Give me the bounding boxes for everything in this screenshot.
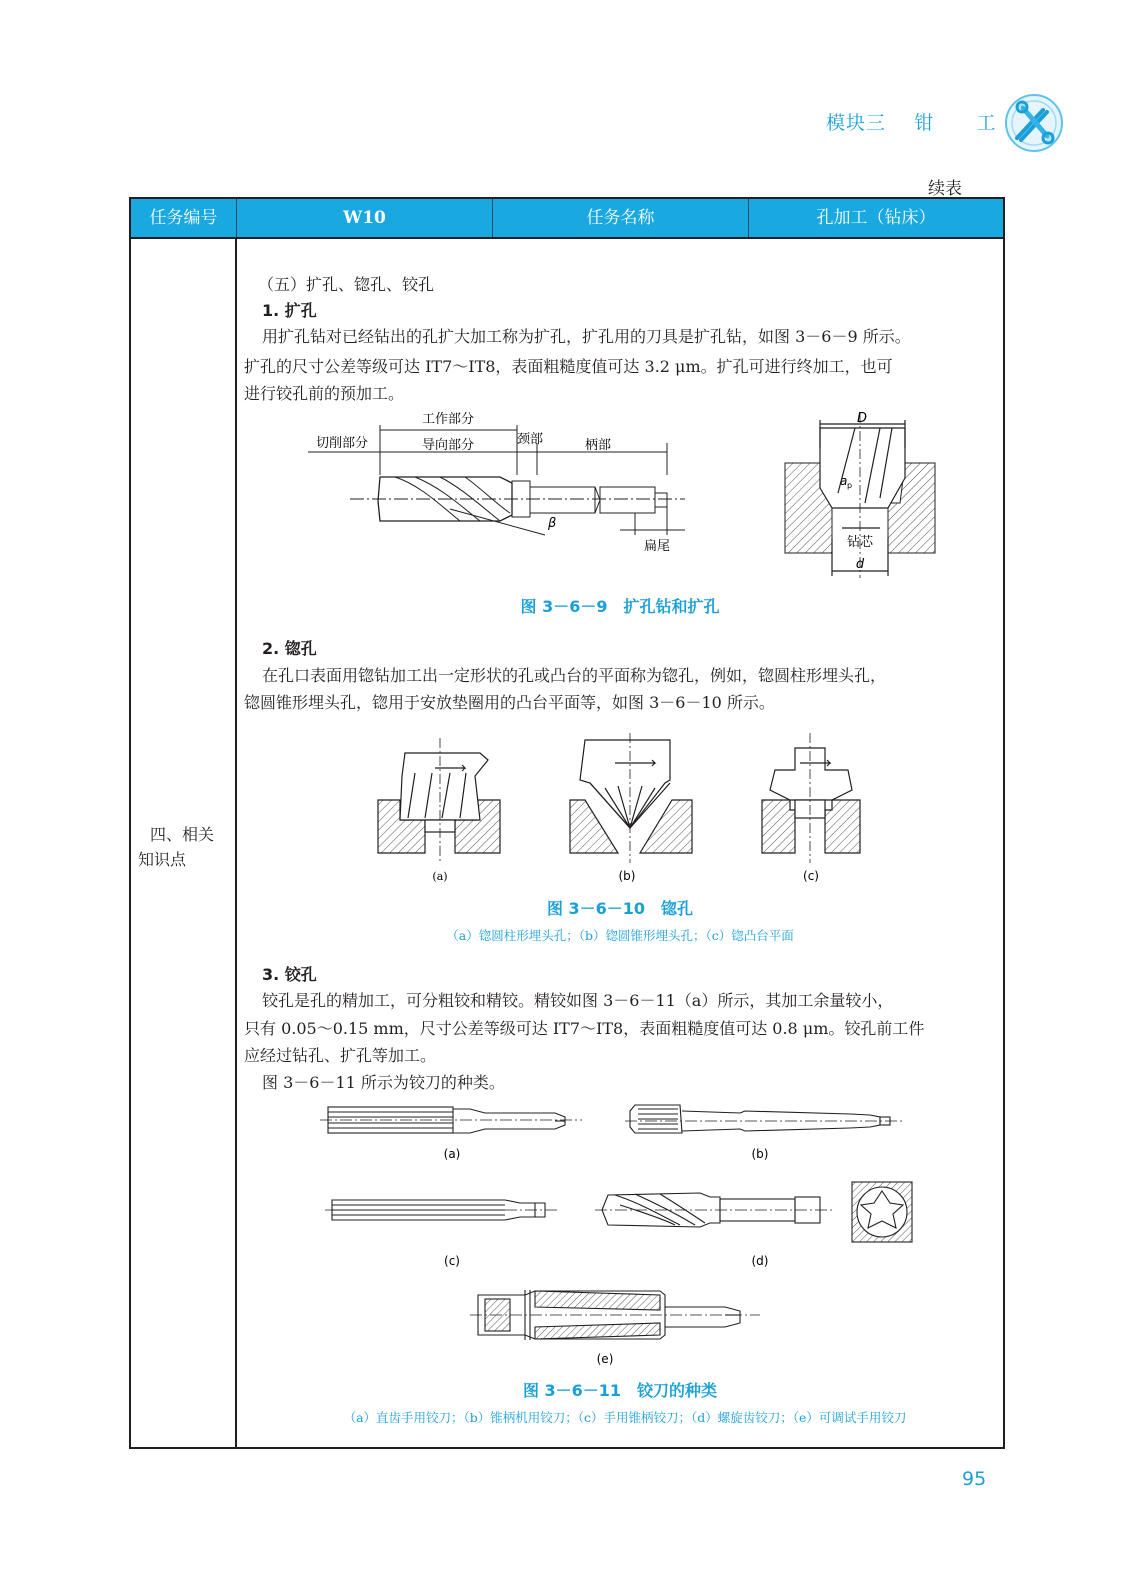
header-task-name-label: 任务名称 [493,199,749,237]
fig9-label-tang: 扁尾 [643,539,671,554]
fig9-label-guide: 导向部分 [421,438,475,453]
fig9-label-beta: β [548,516,557,531]
divider [131,237,1003,239]
s1-p3: 进行铰孔前的预加工。 [244,384,405,403]
fig9-label-D: D [856,411,868,426]
s1-p1: 用扩孔钻对已经钻出的孔扩大加工称为扩孔，扩孔用的刀具是扩孔钻，如图 3－6－9 所示。 [262,327,911,346]
column-divider [235,237,237,1449]
fig11-label-d: (d) [751,1254,769,1268]
fig9-core-drilling [780,408,940,580]
fig10-label-a: (a) [432,870,448,883]
fig11-label-e: (e) [596,1352,614,1366]
fig10-counterboring [370,728,870,893]
row-label [138,822,234,872]
fig9-label-ap: a [840,474,848,488]
s3-title: 3. 铰孔 [262,965,317,984]
fig9-label-neck: 颈部 [516,432,544,447]
s2-p1: 在孔口表面用锪钻加工出一定形状的孔或凸台的平面称为锪孔，例如，锪圆柱形埋头孔， [262,666,887,685]
fig9-label-ap-sub: p [847,481,853,490]
tools-logo-icon [1003,92,1065,154]
fig11-reamer-types [320,1095,920,1375]
s3-p4: 图 3－6－11 所示为铰刀的种类。 [262,1073,505,1092]
fig9-core-drill [300,405,695,555]
fig11-label-c: (c) [444,1254,460,1268]
fig10-label-b: (b) [618,869,636,883]
s3-p3: 应经过钻孔、扩孔等加工。 [244,1046,437,1065]
s1-p2: 扩孔的尺寸公差等级可达 IT7～IT8，表面粗糙度值可达 3.2 μm。扩孔可进行终加工，也可 [244,357,893,376]
header-task-no: W10 [237,199,493,237]
page-number: 95 [962,1468,987,1490]
row-label-line1: 四、相关 [150,825,215,844]
fig10-caption: 图 3－6－10 锪孔 [546,899,694,918]
header-task-name: 孔加工（钻床） [816,208,936,228]
fig11-label-b: (b) [751,1147,769,1161]
fig9-label-d: d [855,557,865,572]
row-label-line2: 知识点 [138,850,187,869]
s3-p1: 铰孔是孔的精加工，可分粗铰和精铰。精铰如图 3－6－11（a）所示，其加工余量较小， [262,991,894,1010]
fig9-caption: 图 3－6－9 扩孔钻和扩孔 [520,597,720,616]
fig9-label-cut: 切削部分 [315,436,369,451]
header-task-no-label: 任务编号 [131,199,237,237]
fig10-subcaption: （a）锪圆柱形埋头孔；（b）锪圆锥形埋头孔；（c）锪凸台平面 [446,928,794,943]
fig9-label-work: 工作部分 [421,412,475,427]
fig11-caption: 图 3－6－11 铰刀的种类 [522,1381,718,1400]
fig10-label-c: (c) [803,869,819,883]
fig9-label-core: 钻芯 [846,535,874,550]
s3-p2: 只有 0.05～0.15 mm，尺寸公差等级可达 IT7～IT8，表面粗糙度值可达 0.8 μm。铰孔前工件 [244,1019,925,1038]
s2-p2: 锪圆锥形埋头孔，锪用于安放垫圈用的凸台平面等，如图 3－6－10 所示。 [244,693,775,712]
fig11-label-a: (a) [443,1147,461,1161]
s1-title: 1. 扩孔 [262,301,317,320]
module-title: 模块三 钳 工 [826,112,997,134]
table-header [131,199,1003,237]
fig11-subcaption: （a）直齿手用铰刀；（b）锥柄机用铰刀；（c）手用锥柄铰刀；（d）螺旋齿铰刀；（e）可调试手用铰刀 [343,1410,907,1425]
fig9-label-shank: 柄部 [584,438,612,453]
s2-title: 2. 锪孔 [262,639,317,658]
continued-label: 续表 [928,179,962,199]
section-title: （五）扩孔、锪孔、铰孔 [258,275,435,294]
